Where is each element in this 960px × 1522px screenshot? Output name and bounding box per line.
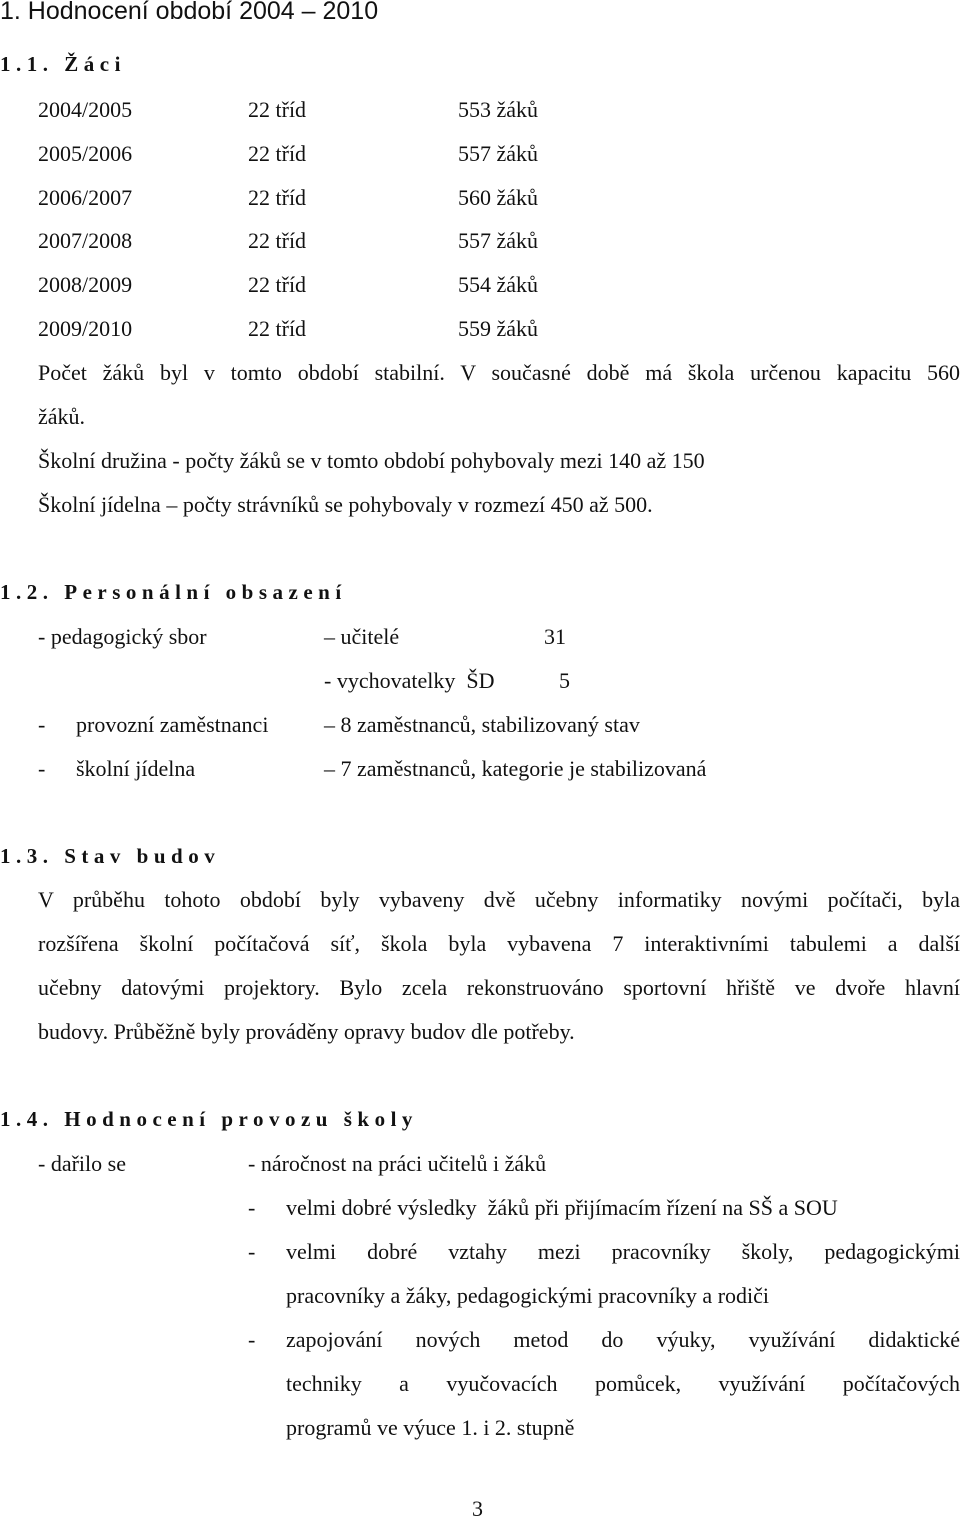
pupils-cell: 553 žáků: [458, 97, 539, 122]
staff-canteen-label: školní jídelna: [76, 756, 196, 781]
staff-educators-count: 5: [559, 668, 570, 693]
section-title-evaluation: 1.4. Hodnocení provozu školy: [0, 1107, 418, 1131]
list-dash: -: [248, 1239, 256, 1264]
pupils-cell: 557 žáků: [458, 228, 539, 253]
paragraph-after-school-club: Školní družina - počty žáků se v tomto období pohybovaly mezi 140 až 150: [38, 448, 705, 473]
year-cell: 2004/2005: [38, 97, 133, 122]
paragraph-line: V průběhu tohoto období byly vybaveny dvě učebny informatiky novými počítači, byla: [38, 887, 960, 912]
year-cell: 2009/2010: [38, 316, 133, 341]
pupils-cell: 560 žáků: [458, 185, 539, 210]
paragraph-line: budovy. Průběžně byly prováděny opravy budov dle potřeby.: [38, 1019, 575, 1044]
page-number: 3: [472, 1496, 483, 1521]
staff-canteen-value: – 7 zaměstnanců, kategorie je stabilizovaná: [324, 756, 707, 781]
list-item-text: velmi dobré vztahy mezi pracovníky školy, pedagogickými: [286, 1239, 960, 1264]
list-dash: -: [248, 1327, 256, 1352]
staff-operations-label: provozní zaměstnanci: [76, 712, 269, 737]
classes-cell: 22 tříd: [248, 141, 307, 166]
paragraph-canteen: Školní jídelna – počty strávníků se pohybovaly v rozmezí 450 až 500.: [38, 492, 653, 517]
page-heading: 1. Hodnocení období 2004 – 2010: [0, 0, 379, 25]
classes-cell: 22 tříd: [248, 185, 307, 210]
staff-teachers-role: – učitelé: [324, 624, 400, 649]
evaluation-first-item: - náročnost na práci učitelů i žáků: [248, 1151, 547, 1176]
pupils-cell: 559 žáků: [458, 316, 539, 341]
list-item-text: velmi dobré výsledky žáků při přijímacím řízení na SŠ a SOU: [286, 1195, 838, 1220]
paragraph-line: učebny datovými projektory. Bylo zcela rekonstruováno sportovní hřiště ve dvoře hlavní: [38, 975, 960, 1000]
year-cell: 2008/2009: [38, 272, 133, 297]
staff-teaching-label: - pedagogický sbor: [38, 624, 207, 649]
paragraph-capacity: Počet žáků byl v tomto období stabilní. V současné době má škola určenou kapacitu 560: [38, 360, 960, 385]
section-title-buildings: 1.3. Stav budov: [0, 844, 221, 868]
year-cell: 2006/2007: [38, 185, 133, 210]
paragraph-line: rozšířena školní počítačová síť, škola byla vybavena 7 interaktivními tabulemi a další: [38, 931, 960, 956]
year-cell: 2005/2006: [38, 141, 133, 166]
list-item-text: techniky a vyučovacích pomůcek, využívání počítačových: [286, 1371, 960, 1396]
classes-cell: 22 tříd: [248, 272, 307, 297]
list-item-text: zapojování nových metod do výuky, využívání didaktické: [286, 1327, 960, 1352]
list-item-text: programů ve výuce 1. i 2. stupně: [286, 1415, 575, 1440]
staff-operations-value: – 8 zaměstnanců, stabilizovaný stav: [324, 712, 640, 737]
classes-cell: 22 tříd: [248, 228, 307, 253]
staff-teachers-count: 31: [544, 624, 566, 649]
year-cell: 2007/2008: [38, 228, 133, 253]
pupils-cell: 557 žáků: [458, 141, 539, 166]
classes-cell: 22 tříd: [248, 316, 307, 341]
list-dash: -: [38, 712, 46, 737]
classes-cell: 22 tříd: [248, 97, 307, 122]
pupils-cell: 554 žáků: [458, 272, 539, 297]
paragraph-capacity-end: žáků.: [38, 404, 86, 429]
section-title-staff: 1.2. Personální obsazení: [0, 580, 347, 604]
list-item-text: pracovníky a žáky, pedagogickými pracovníky a rodiči: [286, 1283, 770, 1308]
list-dash: -: [248, 1195, 256, 1220]
section-title-pupils: 1.1. Žáci: [0, 52, 126, 76]
staff-educators-role: - vychovatelky ŠD: [324, 668, 495, 693]
evaluation-label: - dařilo se: [38, 1151, 126, 1176]
list-dash: -: [38, 756, 46, 781]
